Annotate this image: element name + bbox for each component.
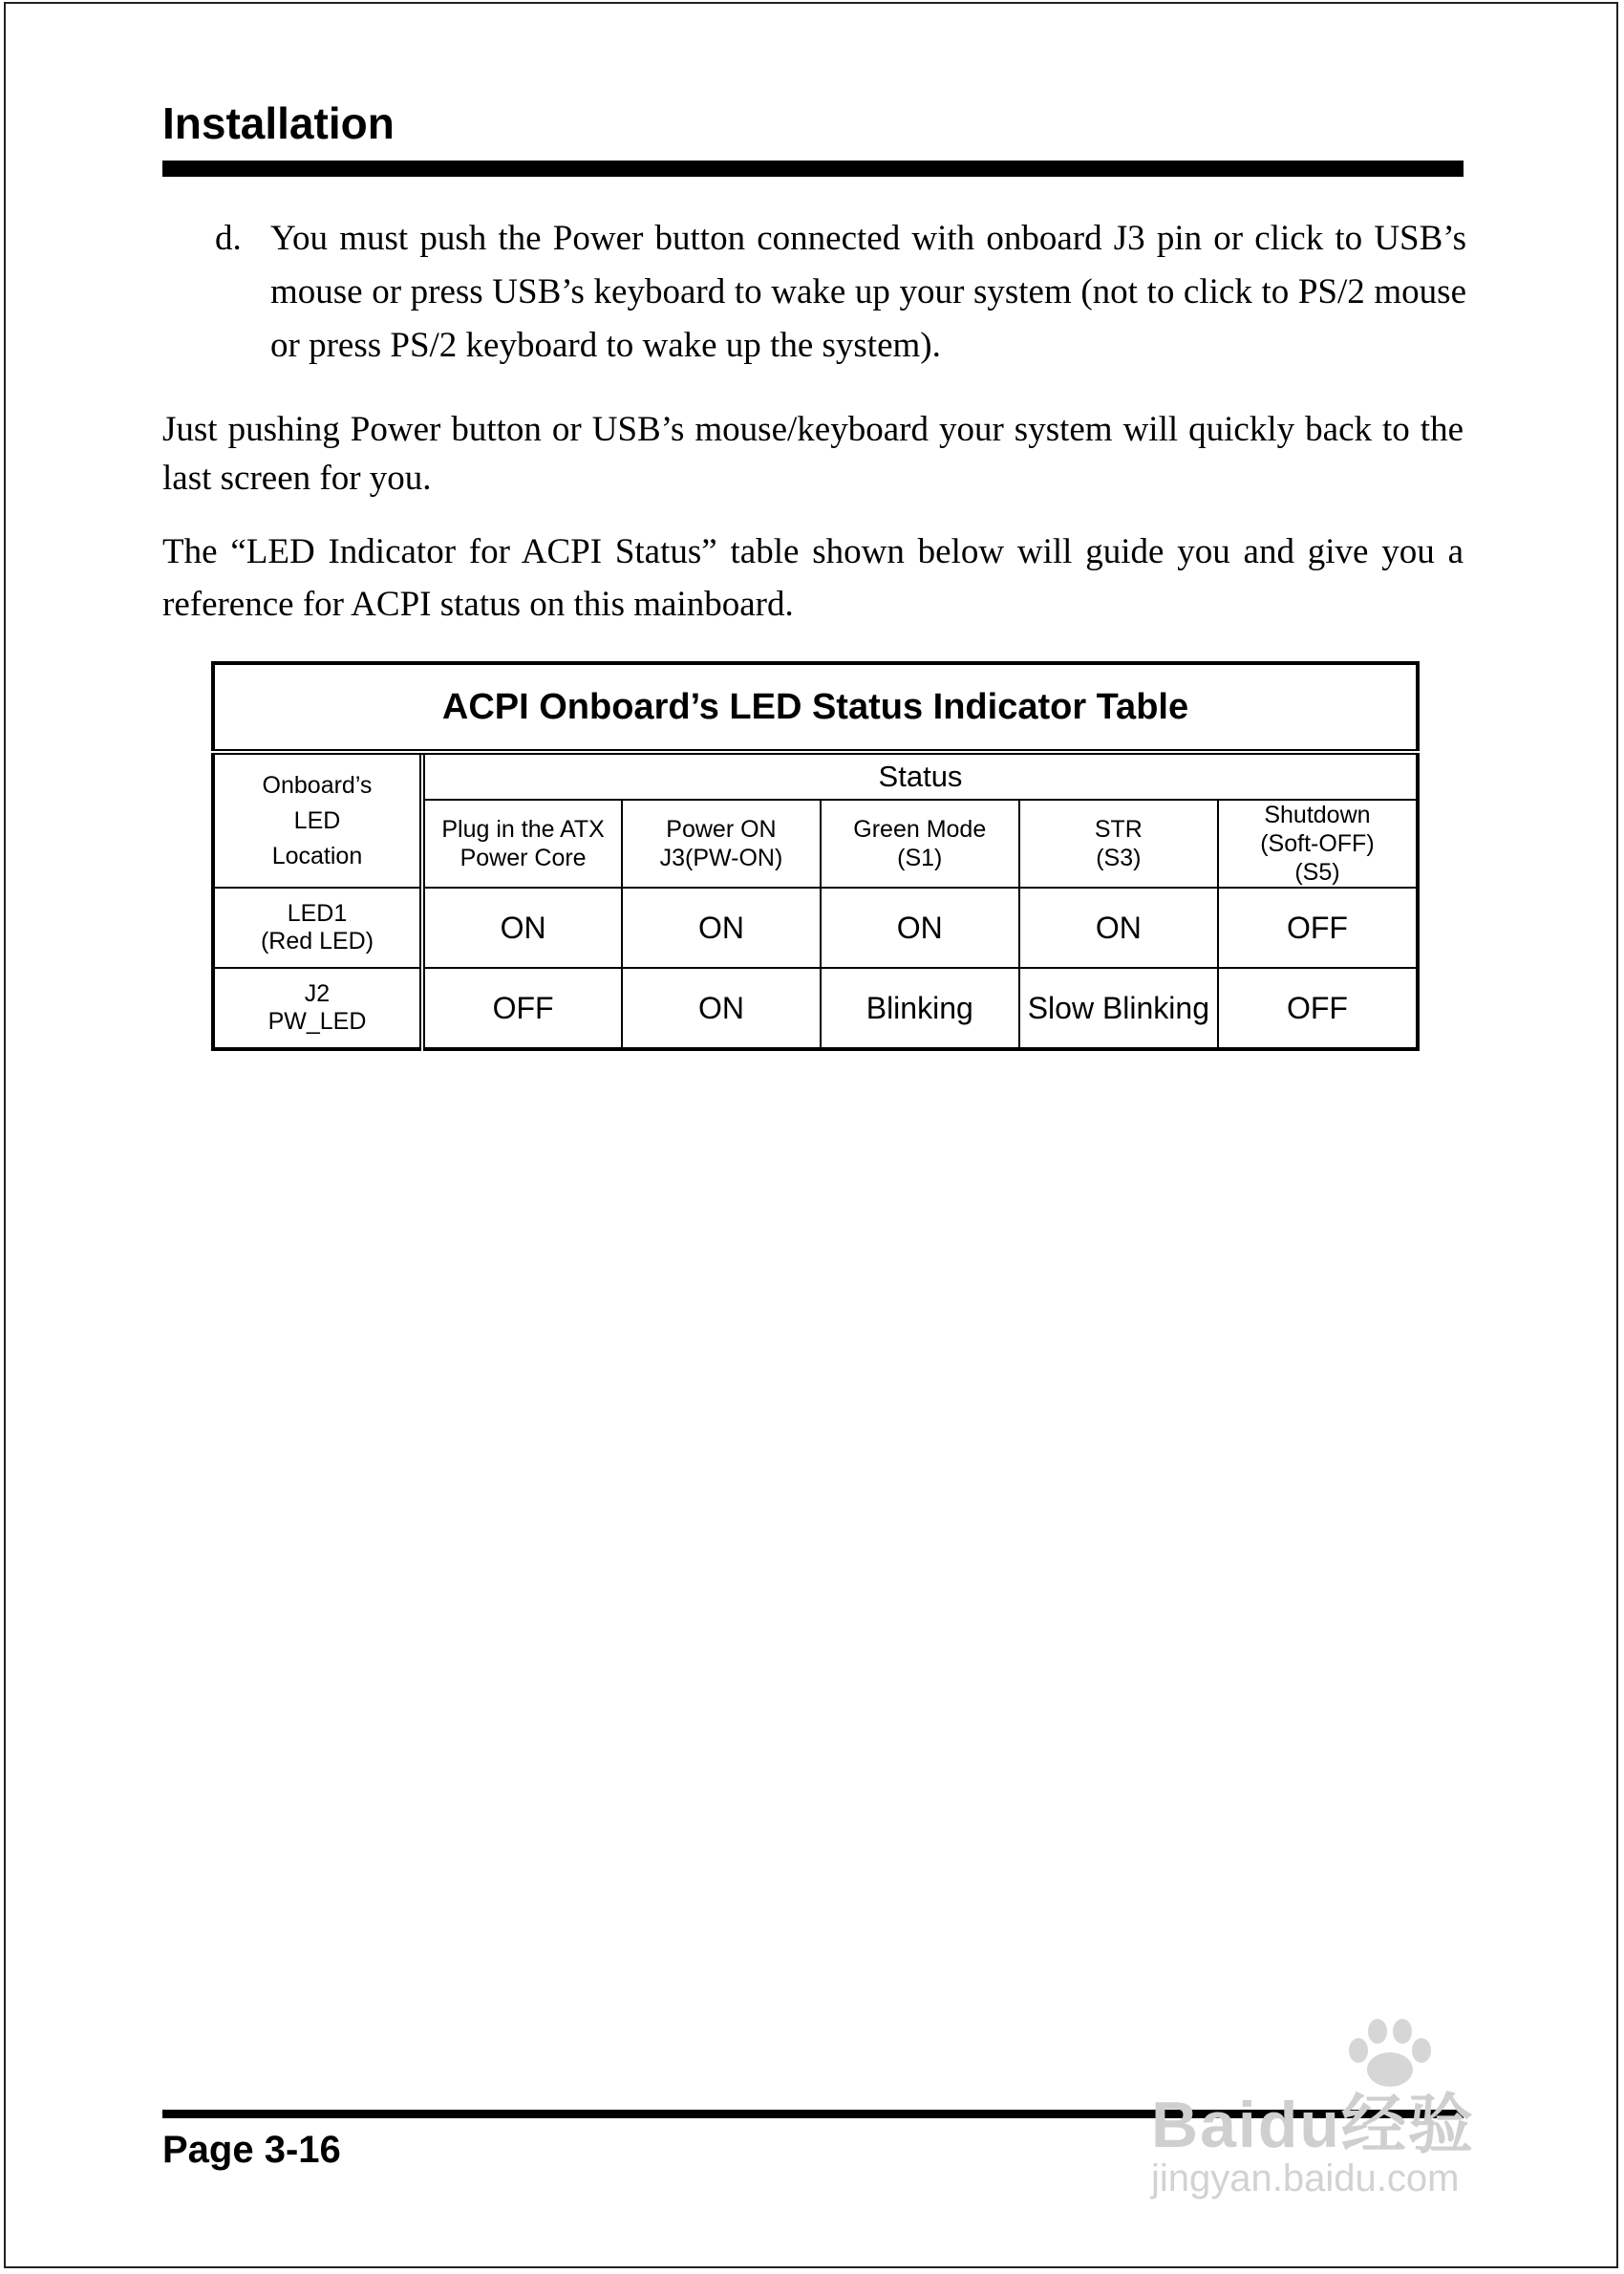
row-label-line: PW_LED	[267, 1008, 367, 1035]
column-header-str	[1019, 800, 1218, 888]
watermark-brand: Baidu经验	[1151, 2089, 1475, 2161]
column-header-line: (S1)	[897, 845, 943, 871]
column-header-line: (Soft-OFF)	[1260, 830, 1375, 857]
list-marker: d.	[215, 219, 242, 258]
row-label-led1	[213, 888, 422, 968]
table-cell: ON	[622, 888, 820, 968]
page-number: Page 3-16	[162, 2129, 341, 2171]
column-header-line: (S3)	[1096, 845, 1142, 871]
paragraph-power-button: Just pushing Power button or USB’s mouse/keyboard your system will quickly back to the last screen for you.	[162, 410, 1464, 498]
table-cell: ON	[422, 888, 622, 968]
column-header-line: J3(PW-ON)	[659, 845, 783, 871]
table-cell: Blinking	[821, 968, 1019, 1049]
row-label-line: J2	[304, 980, 331, 1007]
column-header-green-mode	[821, 800, 1019, 888]
column-header-shutdown	[1218, 800, 1418, 888]
title-rule	[162, 161, 1464, 177]
location-header-line: Onboard’s	[262, 771, 373, 799]
row-label-j2	[213, 968, 422, 1049]
table-cell: OFF	[1218, 968, 1418, 1049]
table-row-led1	[213, 888, 1418, 968]
column-header-power-on	[622, 800, 820, 888]
table-row-j2	[213, 968, 1418, 1049]
paragraph-led-indicator: The “LED Indicator for ACPI Status” table shown below will guide you and give you a reference for ACPI status on this mainboard.	[162, 532, 1464, 624]
column-header-line: Plug in the ATX	[441, 816, 605, 843]
table-title: ACPI Onboard’s LED Status Indicator Table	[213, 663, 1418, 752]
row-label-line: LED1	[287, 900, 348, 927]
location-header	[213, 752, 422, 888]
table-cell: OFF	[422, 968, 622, 1049]
column-header-line: Power ON	[666, 816, 777, 843]
column-header-line: (S5)	[1294, 859, 1340, 886]
table-cell: Slow Blinking	[1019, 968, 1218, 1049]
row-label-line: (Red LED)	[260, 928, 374, 955]
baidu-watermark	[1127, 2016, 1538, 2207]
list-item-text: You must push the Power button connected with onboard J3 pin or click to USB’s mouse or press USB’s keyboard to wake up your system (not to click to PS/2 mouse or press PS/2 keyboard to wake up the system).	[270, 219, 1466, 365]
column-header-line: Power Core	[459, 845, 587, 871]
watermark-url: jingyan.baidu.com	[1151, 2157, 1460, 2199]
table-cell: ON	[1019, 888, 1218, 968]
status-header: Status	[422, 752, 1418, 800]
column-header-line: Green Mode	[853, 816, 987, 843]
location-header-line: LED	[293, 806, 341, 834]
section-title: Installation	[162, 98, 395, 148]
table-cell: ON	[821, 888, 1019, 968]
list-item-d	[215, 212, 1466, 373]
acpi-led-status-table	[211, 661, 1420, 1051]
column-header-line: STR	[1094, 816, 1143, 843]
column-header-atx-power	[422, 800, 622, 888]
table-cell: OFF	[1218, 888, 1418, 968]
location-header-line: Location	[271, 842, 363, 869]
column-header-line: Shutdown	[1264, 802, 1371, 828]
table-cell: ON	[622, 968, 820, 1049]
